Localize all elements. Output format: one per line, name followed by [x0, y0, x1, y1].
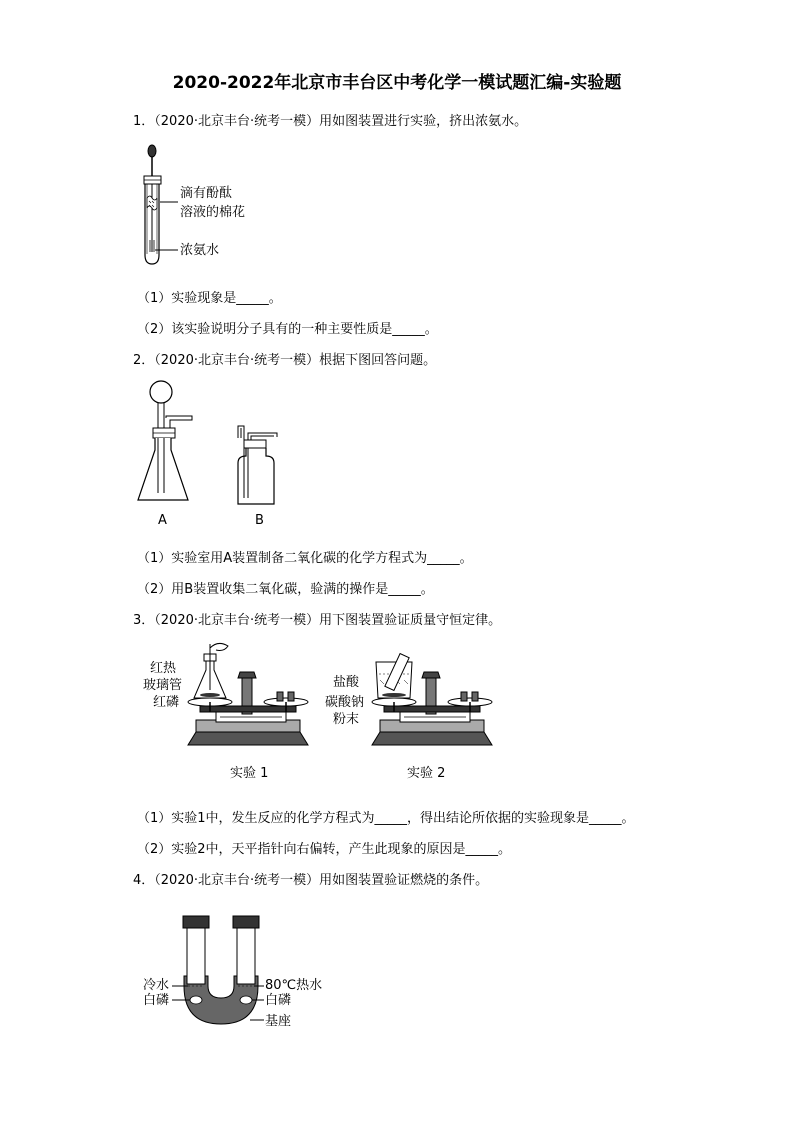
q3-balance-experiment-2 [372, 640, 502, 760]
q2-stem: 2．（2020·北京丰台·统考一模）根据下图回答问题。 [133, 353, 437, 368]
q3-sub2: （2）实验2中，天平指针向右偏转，产生此现象的原因是_____。 [137, 842, 512, 857]
q3-label-na2co3: 碳酸钠 [325, 695, 365, 710]
q3-label-red-phosphorus: 红磷 [153, 695, 180, 710]
q4-u-tube-figure [178, 916, 268, 1026]
q3-label-exp2: 实验 2 [407, 766, 446, 781]
q2-label-b: B [255, 513, 264, 528]
q1-label-ammonia: 浓氨水 [180, 243, 220, 258]
q4-label-hot-water: 80℃热水 [265, 978, 323, 993]
q4-label-white-p-left: 白磷 [143, 993, 170, 1008]
q2-label-a: A [158, 513, 167, 528]
page-title: 2020-2022年北京市丰台区中考化学一模试题汇编-实验题 [172, 73, 622, 93]
q3-label-red-hot: 红热 [150, 661, 177, 676]
q2-apparatus-a-flask [136, 378, 216, 508]
q3-label-exp1: 实验 1 [230, 766, 269, 781]
q4-stem: 4．（2020·北京丰台·统考一模）用如图装置验证燃烧的条件。 [133, 873, 489, 888]
q3-label-powder: 粉末 [333, 712, 360, 727]
q2-apparatus-b-gas-bottle [232, 418, 292, 508]
q4-label-white-p-right: 白磷 [265, 993, 292, 1008]
q2-sub2: （2）用B装置收集二氧化碳，验满的操作是_____。 [137, 582, 434, 597]
q3-sub1: （1）实验1中，发生反应的化学方程式为_____，得出结论所依据的实验现象是_____。 [137, 811, 635, 826]
q4-label-cold-water: 冷水 [143, 978, 170, 993]
q1-label-cotton-line2: 溶液的棉花 [180, 205, 246, 220]
q1-sub2: （2）该实验说明分子具有的一种主要性质是_____。 [137, 322, 438, 337]
q1-sub1: （1）实验现象是_____。 [137, 291, 282, 306]
q4-label-base: 基座 [265, 1014, 292, 1029]
q3-balance-experiment-1 [188, 640, 318, 760]
q1-stem: 1．（2020·北京丰台·统考一模）用如图装置进行实验，挤出浓氨水。 [133, 114, 528, 129]
q1-label-cotton-line1: 滴有酚酞 [180, 186, 233, 201]
q3-label-hcl: 盐酸 [333, 675, 360, 690]
q3-stem: 3．（2020·北京丰台·统考一模）用下图装置验证质量守恒定律。 [133, 613, 502, 628]
q3-label-glass-tube: 玻璃管 [143, 678, 183, 693]
q2-sub1: （1）实验室用A装置制备二氧化碳的化学方程式为_____。 [137, 551, 473, 566]
